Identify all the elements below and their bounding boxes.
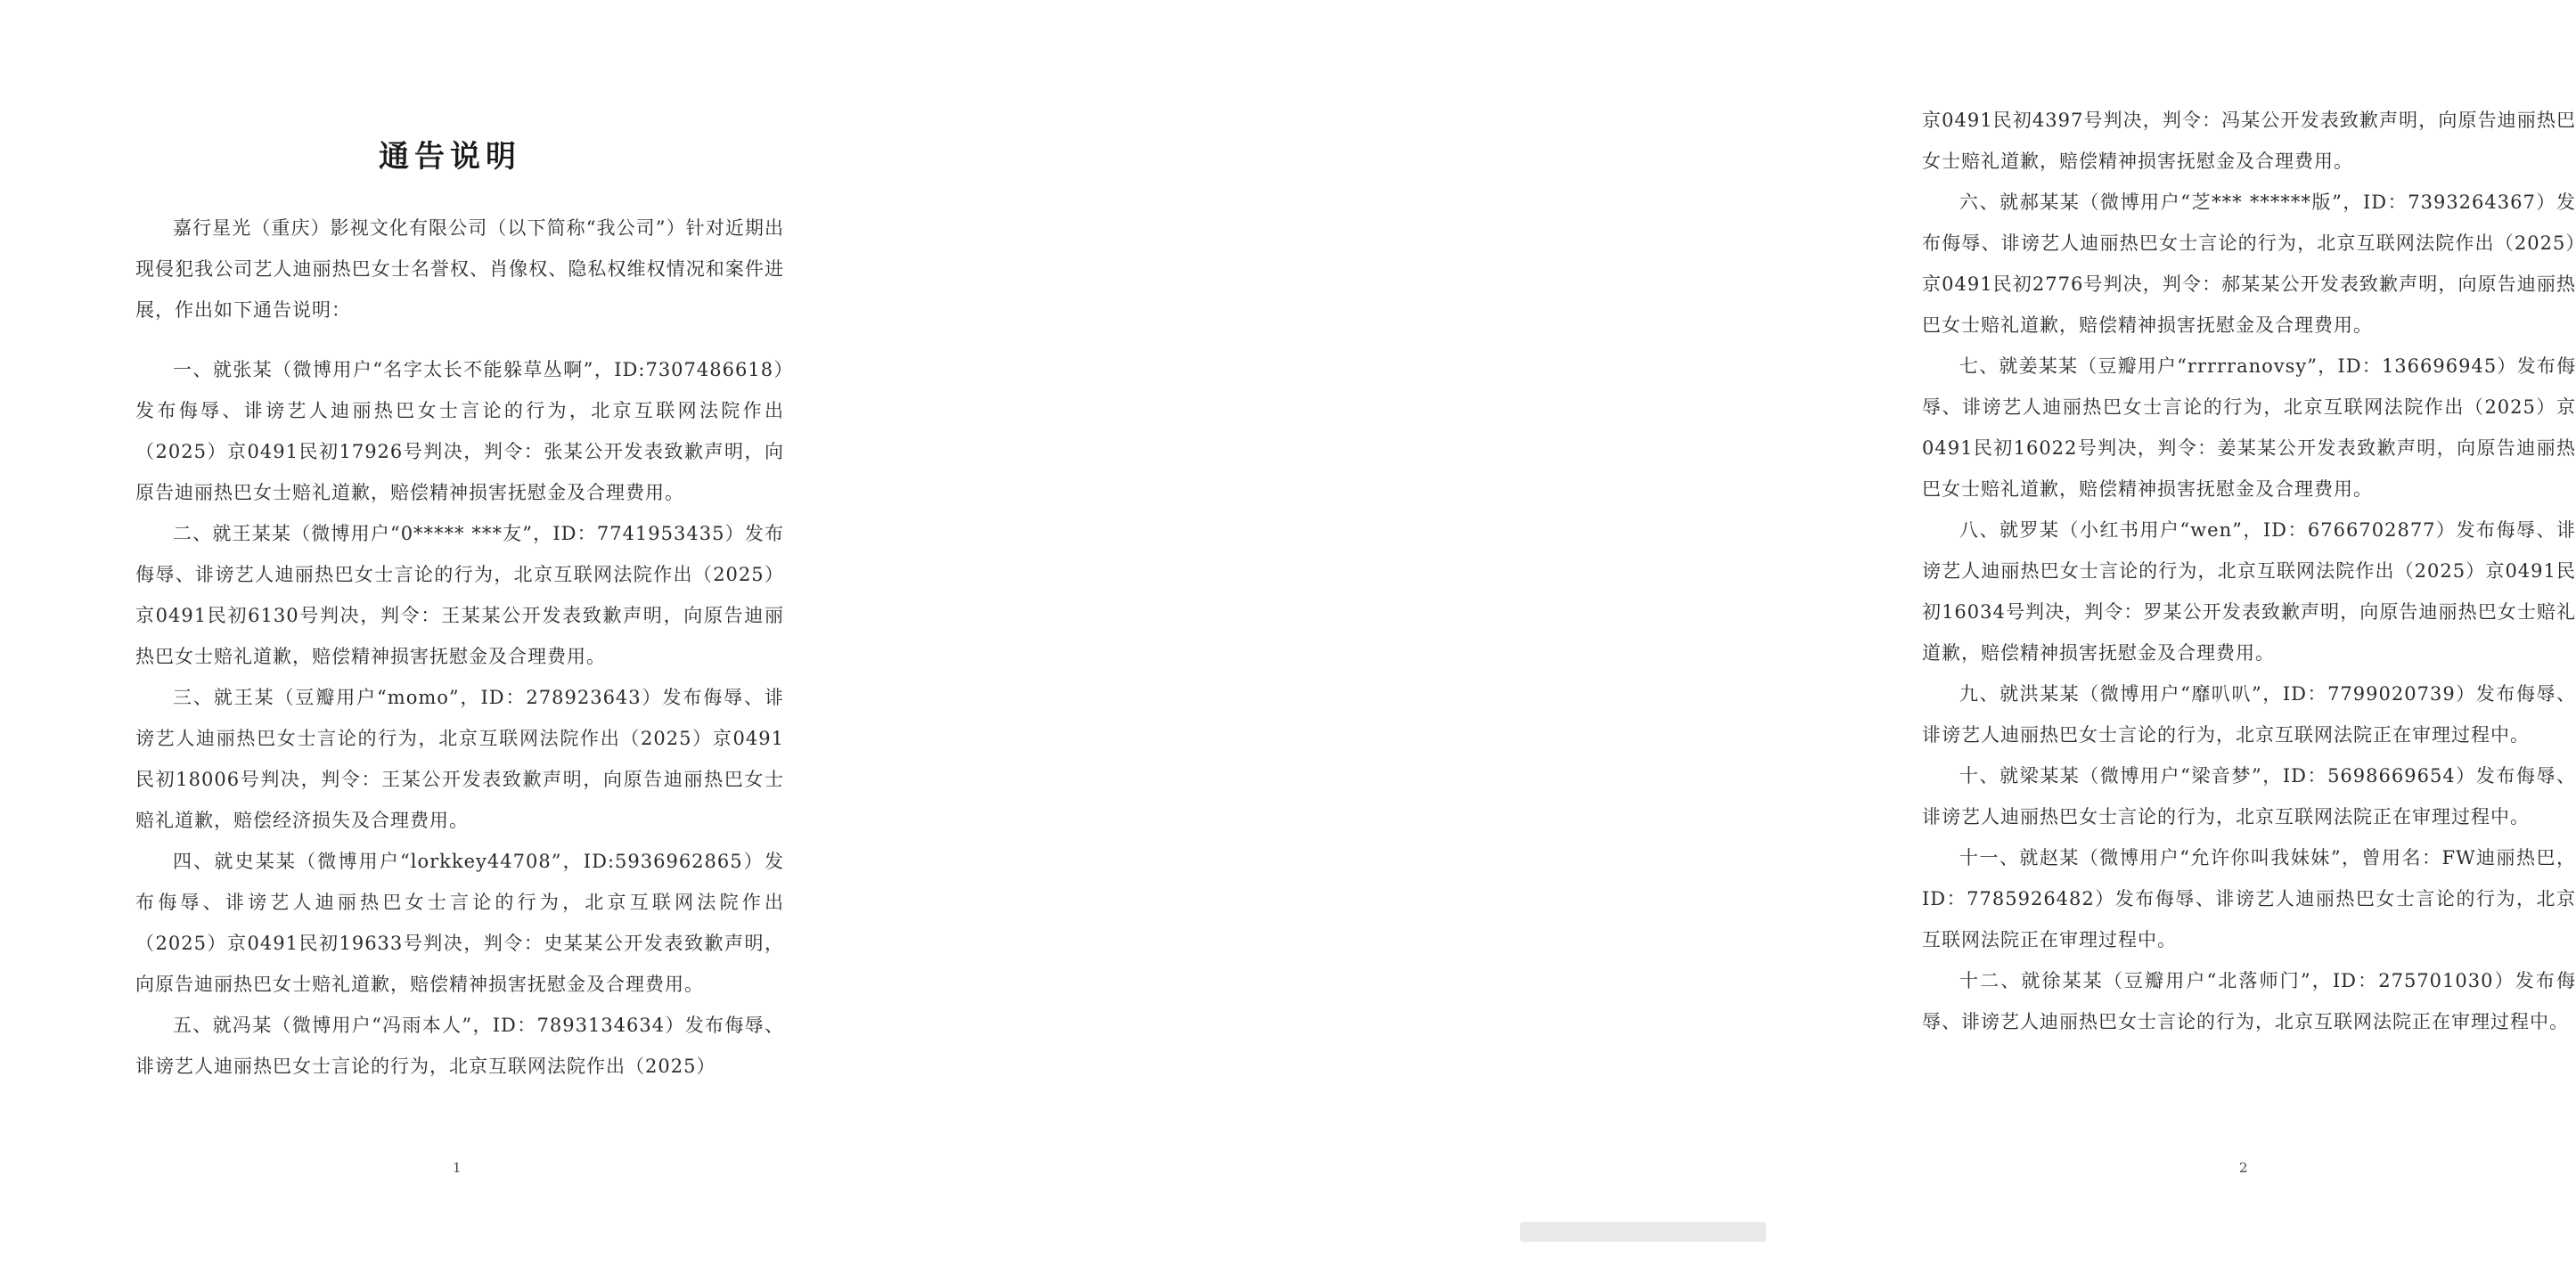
document-page-1	[0, 0, 891, 1264]
item-paragraph-10: 十、就梁某某（微博用户“梁音梦”，ID：5698669654）发布侮辱、诽谤艺人迪丽热巴女士言论的行为，北京互联网法院正在审理过程中。	[1922, 765, 2576, 828]
item-paragraph-5: 五、就冯某（微博用户“冯雨本人”，ID：7893134634）发布侮辱、诽谤艺人迪丽热巴女士言论的行为，北京互联网法院作出（2025）	[135, 1015, 784, 1077]
continued-paragraph: 京0491民初4397号判决，判令：冯某公开发表致歉声明，向原告迪丽热巴女士赔礼道歉，赔偿精神损害抚慰金及合理费用。	[1922, 110, 2576, 172]
watermark-overlay	[1520, 1222, 1766, 1242]
item-paragraph-7: 七、就姜某某（豆瓣用户“rrrrranovsy”，ID：136696945）发布侮辱、诽谤艺人迪丽热巴女士言论的行为，北京互联网法院作出（2025）京0491民初16022号判决，判令：姜某某公开发表致歉声明，向原告迪丽热巴女士赔礼道歉，赔偿精神损害抚慰金及合理费用。	[1922, 355, 2576, 500]
item-paragraph-8: 八、就罗某（小红书用户“wen”，ID：6766702877）发布侮辱、诽谤艺人迪丽热巴女士言论的行为，北京互联网法院作出（2025）京0491民初16034号判决，判令：罗某公开发表致歉声明，向原告迪丽热巴女士赔礼道歉，赔偿精神损害抚慰金及合理费用。	[1922, 519, 2576, 664]
item-paragraph-4: 四、就史某某（微博用户“lorkkey44708”，ID:5936962865）发布侮辱、诽谤艺人迪丽热巴女士言论的行为，北京互联网法院作出（2025）京0491民初19633号判决，判令：史某某公开发表致歉声明，向原告迪丽热巴女士赔礼道歉，赔偿精神损害抚慰金及合理费用。	[135, 851, 784, 995]
document-title: 通告说明	[379, 139, 521, 175]
item-paragraph-2: 二、就王某某（微博用户“0***** ***友”，ID：7741953435）发布侮辱、诽谤艺人迪丽热巴女士言论的行为，北京互联网法院作出（2025）京0491民初6130号判决，判令：王某某公开发表致歉声明，向原告迪丽热巴女士赔礼道歉，赔偿精神损害抚慰金及合理费用。	[135, 523, 784, 667]
page-2-body	[1922, 100, 2576, 1042]
item-paragraph-9: 九、就洪某某（微博用户“靡叭叭”，ID：7799020739）发布侮辱、诽谤艺人迪丽热巴女士言论的行为，北京互联网法院正在审理过程中。	[1922, 683, 2576, 746]
item-paragraph-6: 六、就郝某某（微博用户“芝*** ******版”，ID：7393264367）发布侮辱、诽谤艺人迪丽热巴女士言论的行为，北京互联网法院作出（2025）京0491民初2776号判决，判令：郝某某公开发表致歉声明，向原告迪丽热巴女士赔礼道歉，赔偿精神损害抚慰金及合理费用。	[1922, 192, 2576, 336]
page-number-1: 1	[453, 1160, 462, 1176]
item-paragraph-1: 一、就张某（微博用户“名字太长不能躲草丛啊”，ID:7307486618）发布侮辱、诽谤艺人迪丽热巴女士言论的行为，北京互联网法院作出（2025）京0491民初17926号判决，判令：张某公开发表致歉声明，向原告迪丽热巴女士赔礼道歉，赔偿精神损害抚慰金及合理费用。	[135, 359, 784, 503]
document-page-2	[891, 0, 2576, 1264]
page-1-body	[135, 208, 784, 1087]
intro-paragraph: 嘉行星光（重庆）影视文化有限公司（以下简称“我公司”）针对近期出现侵犯我公司艺人迪丽热巴女士名誉权、肖像权、隐私权维权情况和案件进展，作出如下通告说明：	[135, 217, 784, 321]
item-paragraph-11: 十一、就赵某（微博用户“允许你叫我妹妹”，曾用名：FW迪丽热巴，ID：7785926482）发布侮辱、诽谤艺人迪丽热巴女士言论的行为，北京互联网法院正在审理过程中。	[1922, 847, 2576, 950]
item-paragraph-12: 十二、就徐某某（豆瓣用户“北落师门”，ID：275701030）发布侮辱、诽谤艺人迪丽热巴女士言论的行为，北京互联网法院正在审理过程中。	[1922, 970, 2576, 1032]
item-paragraph-3: 三、就王某（豆瓣用户“momo”，ID：278923643）发布侮辱、诽谤艺人迪丽热巴女士言论的行为，北京互联网法院作出（2025）京0491民初18006号判决，判令：王某公开发表致歉声明，向原告迪丽热巴女士赔礼道歉，赔偿经济损失及合理费用。	[135, 687, 784, 831]
page-number-2: 2	[2239, 1160, 2248, 1176]
